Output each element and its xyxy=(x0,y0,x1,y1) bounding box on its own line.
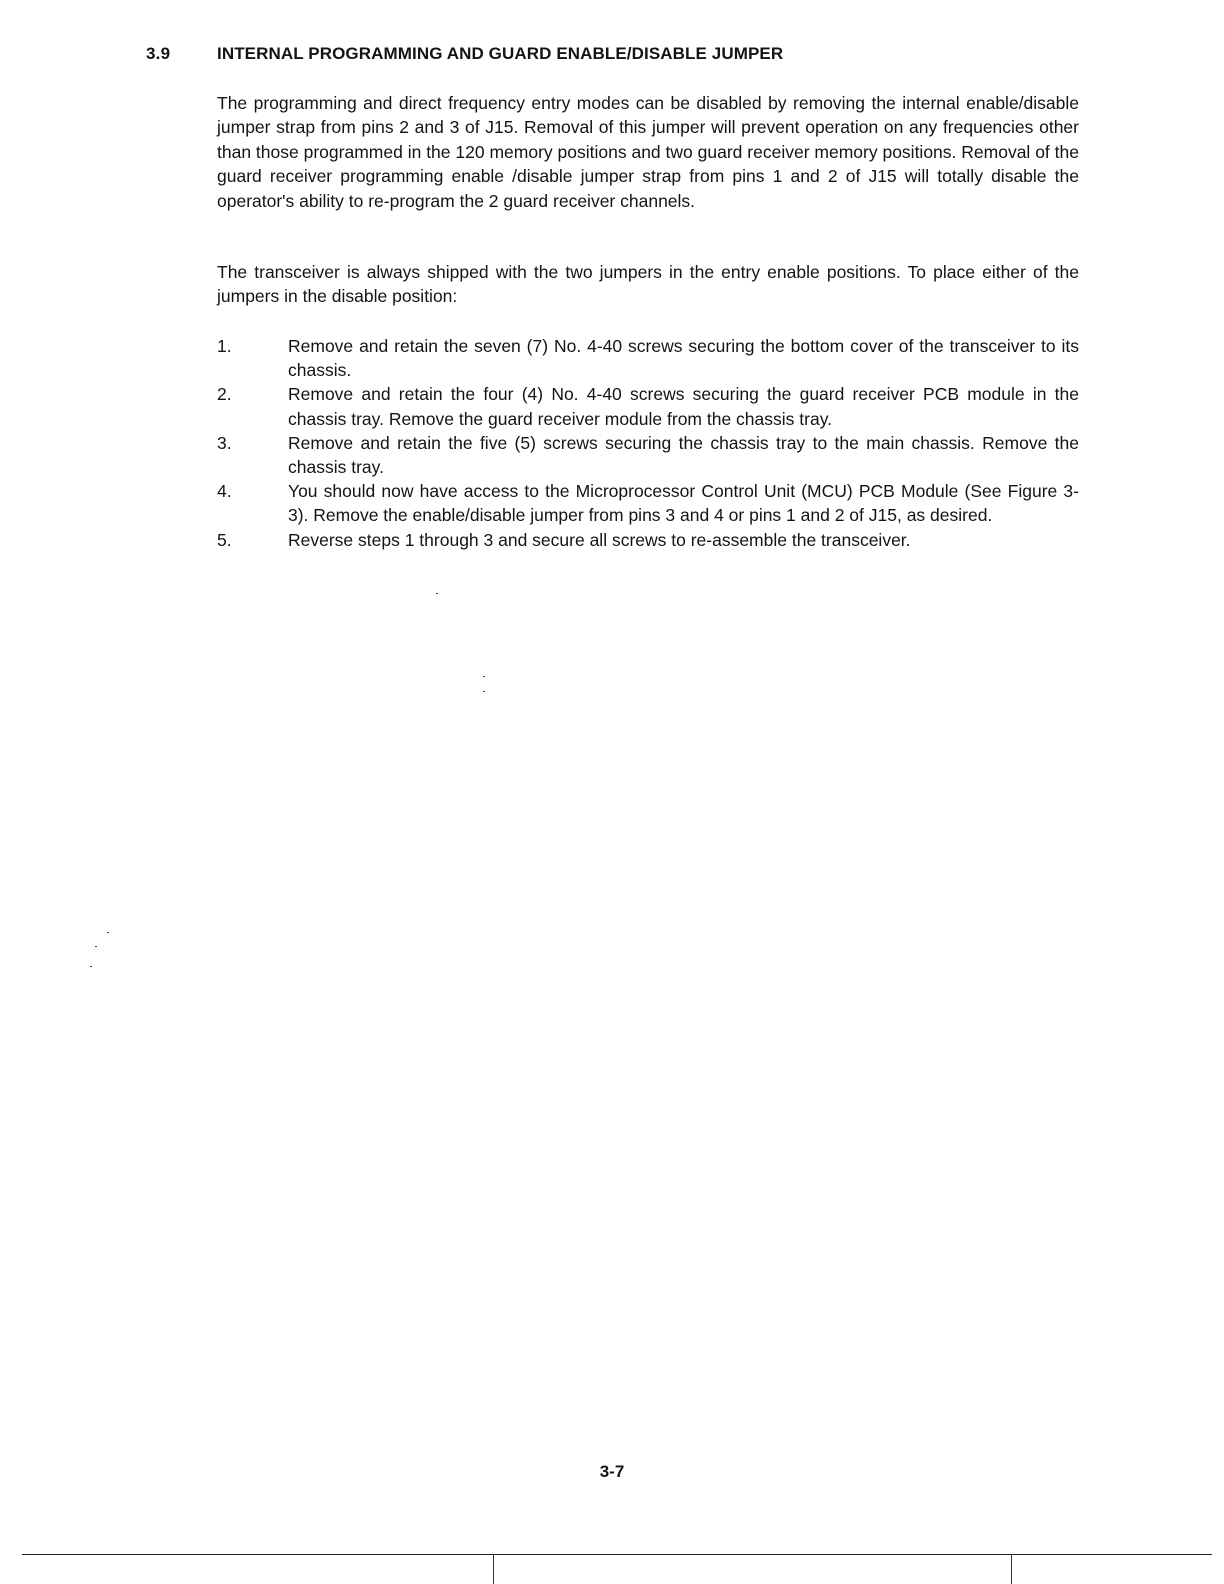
footer-rule xyxy=(22,1554,1212,1555)
step-number: 1. xyxy=(217,336,232,356)
scan-speck xyxy=(95,946,97,947)
procedure-steps-list xyxy=(217,334,1079,552)
step-text: Remove and retain the seven (7) No. 4-40 screws securing the bottom cover of the transceiver to its chassis. xyxy=(288,336,1079,381)
scan-speck xyxy=(436,593,438,594)
procedure-step xyxy=(217,382,1079,430)
procedure-step xyxy=(217,334,1079,382)
footer-tick xyxy=(493,1554,494,1584)
footer-tick xyxy=(1011,1554,1012,1584)
step-text: Reverse steps 1 through 3 and secure all screws to re-assemble the transceiver. xyxy=(288,529,911,550)
scan-speck xyxy=(107,932,109,933)
procedure-step xyxy=(217,479,1079,527)
body-paragraph: The programming and direct frequency entry modes can be disabled by removing the internal enable/disable jumper strap from pins 2 and 3 of J15. Removal of this jumper will prevent operation on any frequencies other than those programmed in the 120 memory positions and two guard receiver memory positions. Removal of the guard receiver programming enable /disable jumper strap from pins 1 and 2 of J15 will totally disable the operator's ability to re-program the 2 guard receiver channels. xyxy=(217,93,1079,211)
scan-speck xyxy=(90,966,92,967)
step-number: 3. xyxy=(217,432,232,453)
procedure-step xyxy=(217,528,1079,552)
section-title: INTERNAL PROGRAMMING AND GUARD ENABLE/DISABLE JUMPER xyxy=(217,44,784,63)
step-number: 4. xyxy=(217,481,232,502)
scan-speck xyxy=(483,691,485,692)
step-number: 2. xyxy=(217,384,232,405)
section-number: 3.9 xyxy=(146,44,171,63)
scan-speck xyxy=(483,676,485,677)
step-text: Remove and retain the five (5) screws securing the chassis tray to the main chassis. Remove the chassis tray. xyxy=(288,432,1079,478)
step-text: Remove and retain the four (4) No. 4-40 screws securing the guard receiver PCB module in the chassis tray. Remove the guard receiver module from the chassis tray. xyxy=(288,384,1079,429)
page-number: 3-7 xyxy=(599,1462,625,1481)
body-paragraph: The transceiver is always shipped with the two jumpers in the entry enable positions. To place either of the jumpers in the disable position: xyxy=(217,262,1079,307)
step-number: 5. xyxy=(217,529,232,550)
procedure-step xyxy=(217,431,1079,479)
step-text: You should now have access to the Microprocessor Control Unit (MCU) PCB Module (See Figure 3-3). Remove the enable/disable jumper from pins 3 and 4 or pins 1 and 2 of J15, as desired. xyxy=(288,481,1079,526)
